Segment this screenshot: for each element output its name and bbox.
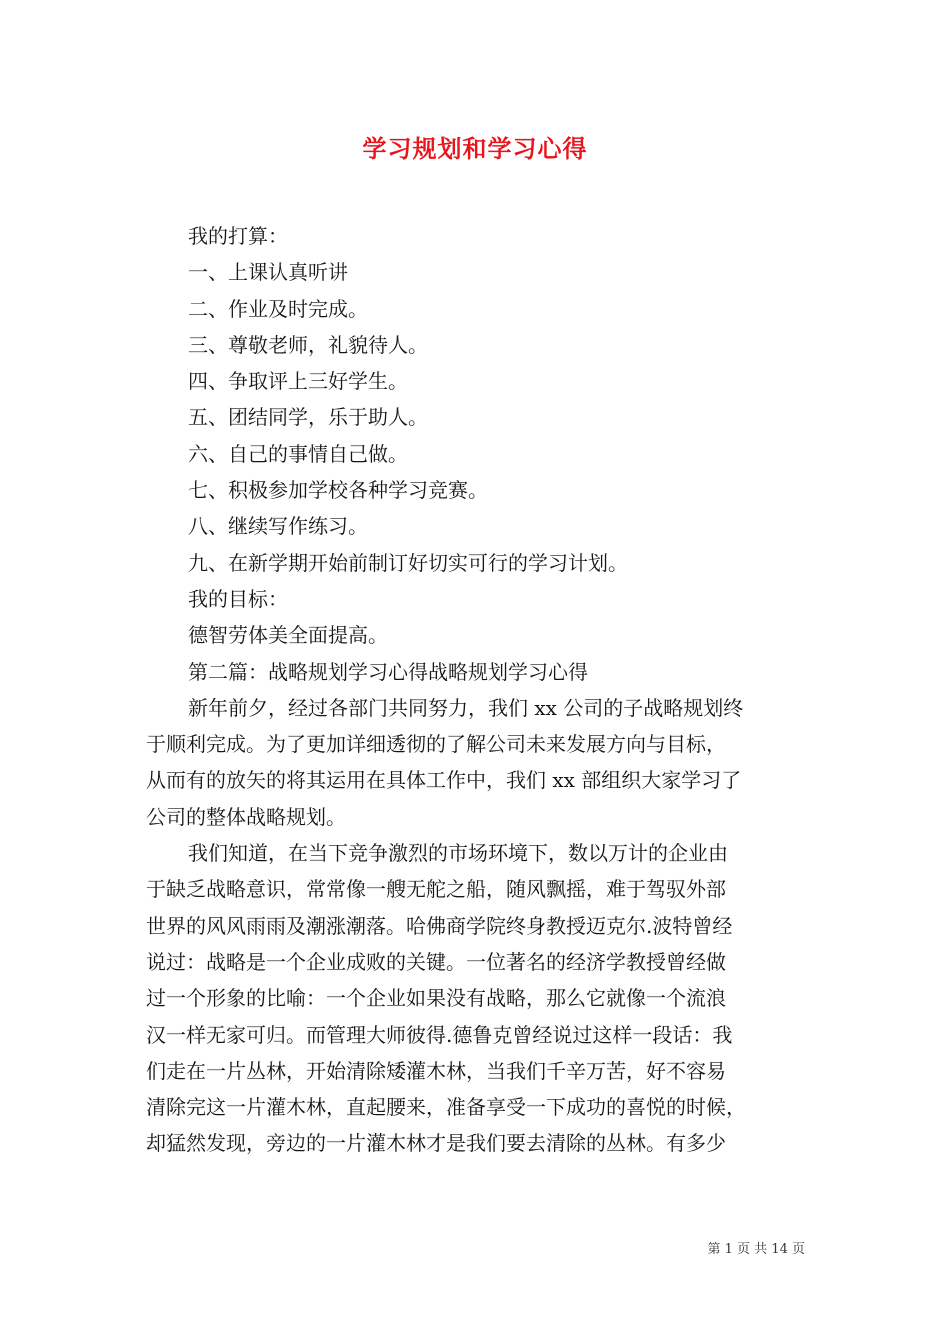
paragraph-line: 世界的风风雨雨及潮涨潮落。哈佛商学院终身教授迈克尔.波特曾经 xyxy=(146,913,733,938)
plan-item: 七、积极参加学校各种学习竞赛。 xyxy=(188,478,488,503)
plan-item: 三、尊敬老师，礼貌待人。 xyxy=(188,332,428,357)
paragraph-line: 新年前夕，经过各部门共同努力，我们 xx 公司的子战略规划终 xyxy=(188,695,744,720)
plan-item: 四、争取评上三好学生。 xyxy=(188,369,408,394)
plan-item: 五、团结同学，乐于助人。 xyxy=(188,405,428,430)
paragraph-1 xyxy=(146,690,816,835)
paragraph-line: 清除完这一片灌木林，直起腰来，准备享受一下成功的喜悦的时候， xyxy=(146,1095,746,1120)
document-title: 学习规划和学习心得 xyxy=(362,135,588,163)
plan-heading: 我的打算： xyxy=(188,224,288,248)
plan-item: 六、自己的事情自己做。 xyxy=(188,441,408,466)
plan-item: 九、在新学期开始前制订好切实可行的学习计划。 xyxy=(188,550,628,575)
paragraph-line: 却猛然发现，旁边的一片灌木林才是我们要去清除的丛林。有多少 xyxy=(146,1131,726,1156)
paragraph-line: 于顺利完成。为了更加详细透彻的了解公司未来发展方向与目标， xyxy=(146,732,726,757)
goal-text: 德智劳体美全面提高。 xyxy=(188,623,388,648)
paragraph-line: 汉一样无家可归。而管理大师彼得.德鲁克曾经说过这样一段话：我 xyxy=(146,1022,733,1047)
paragraph-line: 于缺乏战略意识，常常像一艘无舵之船，随风飘摇，难于驾驭外部 xyxy=(146,877,726,902)
plan-item: 八、继续写作练习。 xyxy=(188,514,368,539)
paragraph-line: 公司的整体战略规划。 xyxy=(146,804,346,829)
page-indicator: 第 1 页 共 14 页 xyxy=(707,1242,805,1257)
plan-item: 一、上课认真听讲 xyxy=(188,260,348,285)
plan-item: 二、作业及时完成。 xyxy=(188,296,368,321)
paragraph-2 xyxy=(146,835,816,1162)
paragraph-line: 从而有的放矢的将其运用在具体工作中，我们 xx 部组织大家学习了 xyxy=(146,768,742,793)
paragraph-line: 说过：战略是一个企业成败的关键。一位著名的经济学教授曾经做 xyxy=(146,949,726,974)
section-two-heading: 第二篇：战略规划学习心得战略规划学习心得 xyxy=(188,659,588,684)
document-body xyxy=(146,218,816,1162)
goal-heading: 我的目标： xyxy=(188,586,288,611)
paragraph-line: 我们知道，在当下竞争激烈的市场环境下，数以万计的企业由 xyxy=(188,841,728,866)
paragraph-line: 们走在一片丛林，开始清除矮灌木林，当我们千辛万苦，好不容易 xyxy=(146,1058,726,1083)
paragraph-line: 过一个形象的比喻：一个企业如果没有战略，那么它就像一个流浪 xyxy=(146,986,726,1011)
